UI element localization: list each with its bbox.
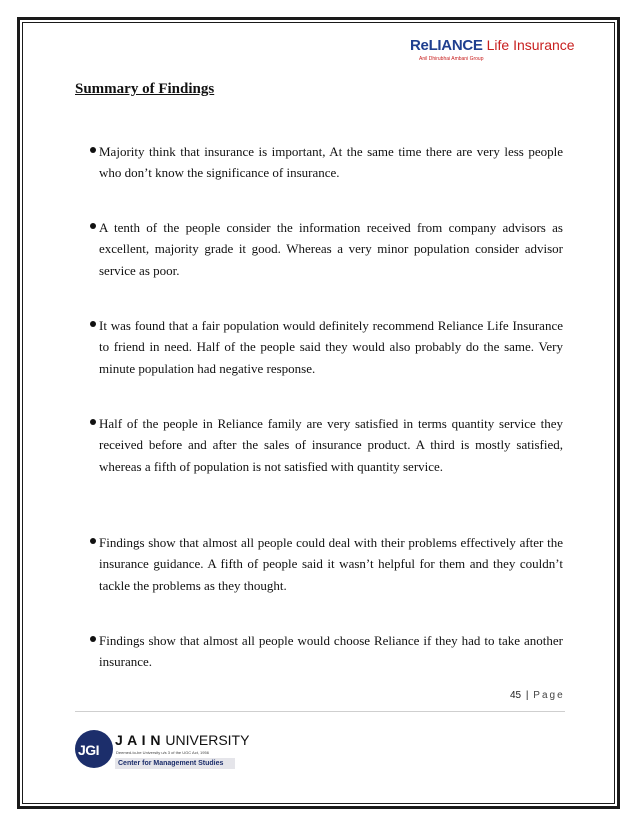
bullet-icon: [90, 538, 96, 544]
bullet-icon: [90, 636, 96, 642]
bullet-icon: [90, 147, 96, 153]
finding-text: Findings show that almost all people would choose Reliance if they had to take another insurance.: [99, 633, 563, 670]
page-number: [510, 690, 565, 701]
jgi-emblem-text: JGI: [78, 742, 100, 758]
finding-item: [90, 217, 563, 281]
jain-university-name: [115, 732, 249, 748]
jain-university-logo: [75, 728, 250, 773]
finding-item: [90, 413, 563, 477]
university-word: UNIVERSITY: [165, 732, 250, 748]
finding-item: [90, 141, 563, 184]
finding-item: [90, 630, 563, 673]
page-number-separator: |: [525, 690, 529, 701]
reliance-brand: ReLIANCE: [410, 37, 483, 54]
center-name: Center for Management Studies: [115, 758, 235, 769]
jain-established: Deemed-to-be University u/s 3 of the UGC Act, 1956: [116, 750, 209, 755]
page-label: Page: [533, 690, 565, 701]
finding-text: Findings show that almost all people could deal with their problems effectively after the insurance guidance. A fifth of people said it wasn’t helpful for them and they couldn’t tackle the problems as they thought.: [99, 535, 563, 593]
finding-text: A tenth of the people consider the information received from company advisors as excellent, majority grade it good. Whereas a very minor population consider advisor service as poor.: [99, 220, 563, 278]
reliance-group: Anil Dhirubhai Ambani Group: [419, 56, 484, 62]
reliance-product: Life Insurance: [486, 37, 575, 53]
finding-text: It was found that a fair population would definitely recommend Reliance Life Insurance to friend in need. Half of the people said they would also probably do the same. Very minute population had negative response.: [99, 318, 563, 376]
jgi-emblem-icon: [75, 730, 113, 768]
bullet-icon: [90, 419, 96, 425]
finding-item: [90, 315, 563, 379]
bullet-icon: [90, 321, 96, 327]
page-title: Summary of Findings: [75, 81, 215, 97]
reliance-logo: [410, 37, 580, 67]
bullet-icon: [90, 223, 96, 229]
jain-name: J A I N: [115, 732, 162, 748]
finding-item: [90, 532, 563, 596]
footer-divider: [75, 711, 565, 712]
finding-text: Majority think that insurance is important, At the same time there are very less people who don’t know the significance of insurance.: [99, 144, 563, 181]
page-number-value: 45: [510, 690, 522, 701]
finding-text: Half of the people in Reliance family are very satisfied in terms quantity service they received before and after the sales of insurance product. A third is mostly satisfied, whereas a fifth of population is not satisfied with quantity service.: [99, 416, 563, 474]
